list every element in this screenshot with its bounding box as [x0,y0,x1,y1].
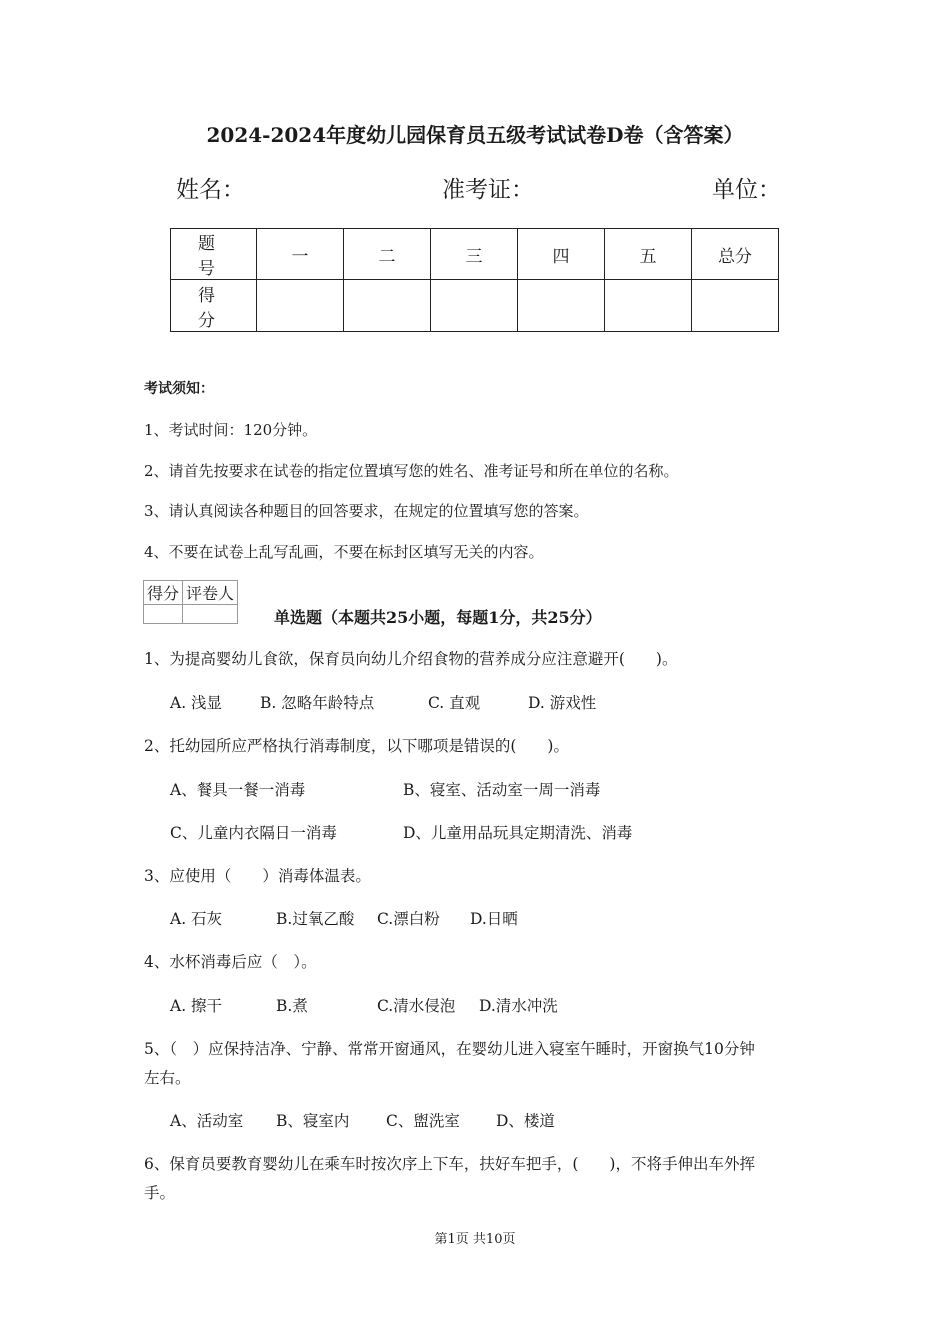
option: D、楼道 [496,1112,555,1130]
grader-reviewer-label: 评卷人 [183,581,238,605]
score-cell-header: 二 [344,229,431,280]
score-cell-label: 得 分 [171,280,257,332]
grader-box [143,580,238,624]
question-text-continued: 左右。 [144,1069,191,1087]
score-cell-label: 题 号 [171,229,257,280]
option: C.漂白粉 [377,910,440,928]
option: D.清水冲洗 [479,997,558,1015]
option: A、活动室 [170,1112,244,1130]
question-text: 4、水杯消毒后应（ ）。 [144,953,317,971]
option: A. 浅显 [170,694,223,712]
name-field-label: 姓名： [176,177,245,203]
question-text: 1、为提高婴幼儿食欲，保育员向幼儿介绍食物的营养成分应注意避开( )。 [144,650,678,668]
score-cell-blank[interactable] [344,280,431,332]
unit-field-label: 单位： [712,177,781,203]
grader-reviewer-cell[interactable] [183,605,238,624]
question-text: 2、托幼园所应严格执行消毒制度，以下哪项是错误的( )。 [144,737,569,755]
option: B.过氧乙酸 [276,910,355,928]
score-cell-blank[interactable] [518,280,605,332]
score-cell-header: 五 [605,229,692,280]
score-cell-header: 四 [518,229,605,280]
option: A. 石灰 [170,910,223,928]
option: B.煮 [276,997,308,1015]
grader-score-cell[interactable] [144,605,183,624]
exam-number-field-label: 准考证： [442,177,534,203]
option: D. 游戏性 [528,694,597,712]
score-cell-blank[interactable] [257,280,344,332]
score-cell-blank[interactable] [431,280,518,332]
notice-item: 3、请认真阅读各种题目的回答要求，在规定的位置填写您的答案。 [144,502,589,520]
option: B、寝室内 [276,1112,350,1130]
option: B. 忽略年龄特点 [260,694,375,712]
option: C、盥洗室 [386,1112,460,1130]
notice-item: 1、考试时间：120分钟。 [144,421,318,439]
grader-score-label: 得分 [144,581,183,605]
question-text: 6、保育员要教育婴幼儿在乘车时按次序上下车，扶好车把手，( )，不将手伸出车外挥 [144,1155,755,1173]
score-table [170,228,779,332]
option: B、寝室、活动室一周一消毒 [403,781,601,799]
page-title: 2024-2024年度幼儿园保育员五级考试试卷D卷（含答案） [206,123,744,147]
score-table-score-row [171,280,779,332]
option: C、儿童内衣隔日一消毒 [170,824,337,842]
section-heading: 单选题（本题共25小题，每题1分，共25分） [274,608,602,627]
question-text-continued: 手。 [144,1184,176,1202]
question-text: 3、应使用（ ）消毒体温表。 [144,867,371,885]
score-cell-blank[interactable] [605,280,692,332]
question-text: 5、（ ）应保持洁净、宁静、常常开窗通风，在婴幼儿进入寝室午睡时，开窗换气10分钟 [144,1040,755,1058]
option: A. 擦干 [170,997,223,1015]
score-table-header-row [171,229,779,280]
score-cell-header: 一 [257,229,344,280]
option: A、餐具一餐一消毒 [170,781,306,799]
notice-heading: 考试须知： [144,381,214,397]
notice-item: 4、不要在试卷上乱写乱画，不要在标封区填写无关的内容。 [144,543,544,561]
option: D.日晒 [470,910,518,928]
option: D、儿童用品玩具定期清洗、消毒 [403,824,633,842]
option: C.清水侵泡 [377,997,456,1015]
score-cell-header: 三 [431,229,518,280]
page-footer: 第1页 共10页 [434,1232,516,1247]
score-cell-header: 总分 [692,229,779,280]
notice-item: 2、请首先按要求在试卷的指定位置填写您的姓名、准考证号和所在单位的名称。 [144,462,679,480]
score-cell-blank[interactable] [692,280,779,332]
option: C. 直观 [428,694,481,712]
